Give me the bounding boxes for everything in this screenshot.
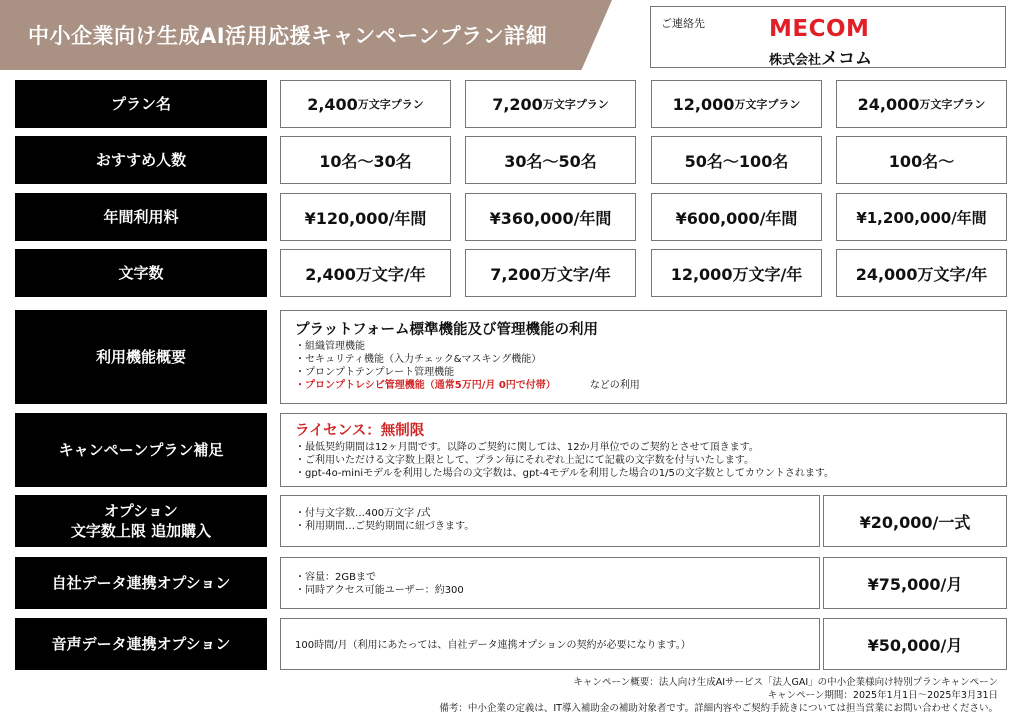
- voice-link-price: ¥50,000/月: [823, 618, 1007, 670]
- data-link-item: ・容量：2GBまで: [295, 572, 376, 583]
- annual-fee-cell: ¥120,000/年間: [280, 193, 451, 241]
- footer-campaign-summary: キャンペーン概要：法人向け生成AIサービス「法人GAI」の中小企業様向け特別プランキャンペーン: [573, 677, 998, 688]
- feature-suffix: などの利用: [589, 380, 640, 391]
- recommended-cell: 50名〜100名: [651, 136, 822, 184]
- plan-name-unit: 万文字プラン: [357, 98, 424, 111]
- plan-name-number: 2,400: [307, 94, 358, 114]
- label-campaign: キャンペーンプラン補足: [15, 413, 267, 487]
- feature-item: ・セキュリティ機能（入力チェック&マスキング機能）: [295, 354, 542, 365]
- annual-fee-cell: ¥360,000/年間: [465, 193, 636, 241]
- plan-name-cell: [280, 80, 451, 128]
- feature-item: ・組織管理機能: [295, 341, 365, 352]
- recommended-cell: 30名〜50名: [465, 136, 636, 184]
- footer-campaign-period: キャンペーン期間：2025年1月1日〜2025年3月31日: [767, 690, 998, 701]
- company-name: [769, 44, 872, 69]
- label-features: 利用機能概要: [15, 310, 267, 404]
- label-annual-fee: 年間利用料: [15, 193, 267, 241]
- annual-fee-cell: ¥1,200,000/年間: [836, 193, 1007, 241]
- campaign-item: ・最低契約期間は12ヶ月間です。以降のご契約に関しては、12か月単位でのご契約とさせて頂きます。: [295, 442, 759, 453]
- footer-notes: [439, 676, 998, 715]
- characters-cell: 2,400万文字/年: [280, 249, 451, 297]
- plan-name-number: 24,000: [857, 94, 920, 114]
- data-link-price: ¥75,000/月: [823, 557, 1007, 609]
- characters-cell: 7,200万文字/年: [465, 249, 636, 297]
- label-option-line2: 文字数上限 追加購入: [70, 522, 212, 540]
- label-recommended: おすすめ人数: [15, 136, 267, 184]
- option-price: ¥20,000/一式: [823, 495, 1007, 547]
- plan-name-cell: [836, 80, 1007, 128]
- option-detail-box: [280, 495, 820, 547]
- footer-remarks: 備考：中小企業の定義は、IT導入補助金の補助対象者です。詳細内容やご契約手続きについては担当営業にお問い合わせください。: [439, 703, 998, 714]
- plan-name-unit: 万文字プラン: [542, 98, 609, 111]
- plan-name-unit: 万文字プラン: [919, 98, 986, 111]
- label-option-line1: オプション: [104, 502, 178, 520]
- characters-cell: 24,000万文字/年: [836, 249, 1007, 297]
- voice-link-detail-box: [280, 618, 820, 670]
- option-item: ・付与文字数…400万文字 /式: [295, 508, 431, 519]
- annual-fee-cell: ¥600,000/年間: [651, 193, 822, 241]
- company-name-kana: メコム: [821, 49, 873, 69]
- campaign-item: ・gpt-4o-miniモデルを利用した場合の文字数は、gpt-4モデルを利用した場合の1/5の文字数としてカウントされます。: [295, 468, 835, 479]
- plan-name-number: 12,000: [672, 94, 735, 114]
- plan-name-number: 7,200: [492, 94, 543, 114]
- data-link-detail-box: [280, 557, 820, 609]
- recommended-cell: 10名〜30名: [280, 136, 451, 184]
- license-heading: ライセンス：無制限: [295, 423, 425, 439]
- voice-link-text: 100時間/月（利用にあたっては、自社データ連携オプションの契約が必要になります。）: [295, 640, 691, 651]
- option-item: ・利用期間…ご契約期間に紐づきます。: [295, 521, 475, 532]
- data-link-item: ・同時アクセス可能ユーザー：約300: [295, 585, 464, 596]
- features-heading: プラットフォーム標準機能及び管理機能の利用: [295, 322, 599, 338]
- characters-cell: 12,000万文字/年: [651, 249, 822, 297]
- recommended-cell: 100名〜: [836, 136, 1007, 184]
- feature-item: ・プロンプトテンプレート管理機能: [295, 367, 455, 378]
- feature-item-highlight: [295, 379, 1006, 392]
- plan-name-unit: 万文字プラン: [734, 98, 801, 111]
- contact-box: [650, 6, 1006, 68]
- company-prefix: 株式会社: [769, 53, 822, 68]
- feature-highlight-text: ・プロンプトレシピ管理機能（通常5万円/月 0円で付帯）: [295, 380, 556, 391]
- plan-name-cell: [465, 80, 636, 128]
- plan-name-cell: [651, 80, 822, 128]
- label-data-link: 自社データ連携オプション: [15, 557, 267, 609]
- page-title: 中小企業向け生成AI活用応援キャンペーンプラン詳細: [28, 24, 548, 48]
- contact-label: ご連絡先: [661, 17, 705, 30]
- mecom-logo: MECOM: [769, 16, 870, 42]
- label-plan-name: プラン名: [15, 80, 267, 128]
- label-characters: 文字数: [15, 249, 267, 297]
- features-box: [280, 310, 1007, 404]
- label-option: [15, 495, 267, 547]
- label-voice-link: 音声データ連携オプション: [15, 618, 267, 670]
- campaign-box: [280, 413, 1007, 487]
- campaign-item: ・ご利用いただける文字数上限として、プラン毎にそれぞれ上記にて記載の文字数を付与いたします。: [295, 455, 754, 466]
